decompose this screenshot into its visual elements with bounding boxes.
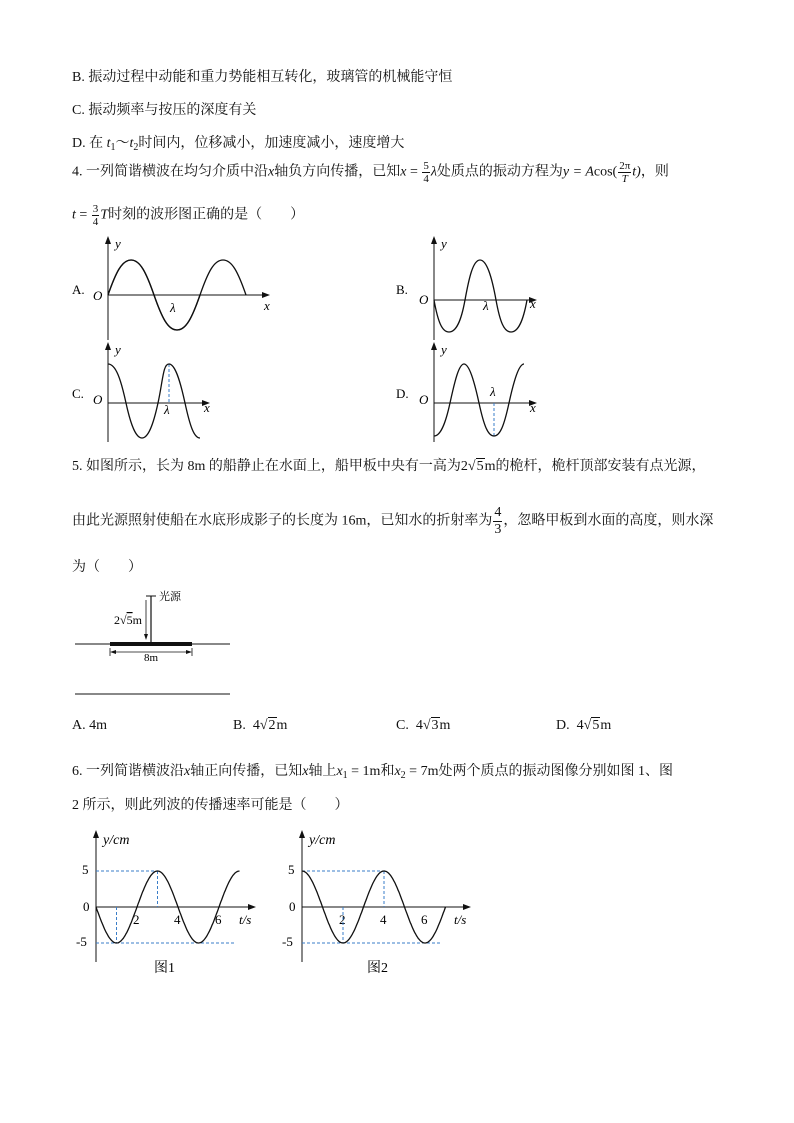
q5-height-label: 2√5m (114, 613, 142, 627)
q3-d-text: 时间内，位移减小，加速度减小，速度增大 (138, 136, 405, 151)
q4-b-curve (434, 260, 527, 332)
q6-f2-ylabel: y/cm (309, 833, 336, 848)
q4-c-x: x (204, 400, 210, 415)
q4-b-y: y (441, 236, 447, 251)
q4-d-lambda: λ (490, 384, 496, 399)
q4-d-curve (434, 364, 524, 436)
q4-a-x: x (264, 298, 270, 313)
q6-line1 (72, 760, 673, 781)
q3-option-d (72, 132, 404, 153)
q6-l1a: 6. 一列简谐横波沿 (72, 764, 184, 779)
q4-d-origin: O (419, 392, 429, 407)
g6-1-xtick-2: 2 (133, 912, 140, 927)
q4-c-y: y (115, 342, 121, 357)
q5-line1-rad: 5 (476, 459, 484, 474)
q4-graph-d (394, 340, 614, 445)
g6-1-xtick-6: 6 (215, 912, 222, 927)
q6-l1c: 轴上 (308, 764, 337, 779)
q5-line2-end: ，忽略甲板到水面的高度，则水深 (503, 513, 714, 529)
q4-graph-b-label: B. (396, 282, 408, 297)
q6-l1b: 轴正向传播，已知 (190, 764, 303, 779)
q6-x2: x (394, 764, 401, 779)
q4-eq-x: x (400, 164, 407, 180)
q4-c-curve (108, 364, 200, 438)
q4-eq-equals: = (406, 164, 422, 180)
q5-line2-text: 由此光源照射使船在水底形成影子的长度为 16m，已知水的折射率为 (72, 513, 493, 529)
q3-d-t1: t (106, 136, 111, 151)
q5-line1: 5. 如图所示，长为 8m 的船静止在水面上，船甲板中央有一高为2√5m的桅杆，桅杆顶部安装有点光源， (72, 459, 706, 474)
q5-option-a: A. 4m (72, 718, 107, 733)
q6-f1-tick-5: 5 (82, 862, 89, 877)
q5-length-label: 8m (144, 652, 159, 664)
q4-fraction-2: $\frac{2\pi}{T}$ (619, 160, 631, 185)
q4-graph-d-label: D. (396, 386, 409, 401)
q4-b-origin: O (419, 292, 429, 307)
q4-mid2: 处质点的振动方程为 (436, 164, 563, 180)
q6-l1x2: x (302, 764, 309, 779)
q6-f2-xlabel: t/s (454, 912, 467, 927)
q5-line1-coef: 2 (460, 459, 468, 474)
q5-line1-end: 的桅杆，桅杆顶部安装有点光源， (495, 459, 706, 474)
q3-d-t2-sub: 2 (133, 142, 139, 153)
q6-x1: x (336, 764, 343, 779)
q4-prefix: 4. 一列简谐横波在均匀介质中沿 (72, 164, 268, 180)
q6-f2-tick-0: 0 (289, 899, 296, 914)
q4-mid1: 轴负方向传播，已知 (274, 164, 401, 180)
g6-2-xtick-4: 4 (380, 912, 387, 927)
q6-x2-eq: = 7m (405, 764, 439, 779)
q5-line1-unit: m (484, 459, 496, 474)
q4-a-lambda: λ (170, 300, 176, 315)
q6-x1-sub: 1 (342, 770, 348, 781)
q4-line2-eq: = (75, 207, 91, 223)
q4-b-x: x (530, 296, 536, 311)
q6-figure-2 (276, 826, 476, 986)
q6-f1-xlabel: t/s (239, 912, 252, 927)
q6-f2-tick-m5: -5 (282, 934, 293, 949)
q3-option-b: B. 振动过程中动能和重力势能相互转化，玻璃管的机械能守恒 (72, 70, 453, 85)
q5-ship (110, 642, 192, 646)
q4-suffix: ，则 (640, 164, 669, 180)
q4-line2-t: t (72, 207, 76, 223)
q5-light-label: 光源 (159, 591, 181, 603)
q5-option-c: C. 4√3m (396, 718, 451, 733)
q6-l1x: x (184, 764, 191, 779)
q6-line2: 2 所示，则此列波的传播速率可能是（ ） (72, 798, 349, 813)
q6-l1d: 和 (380, 764, 395, 779)
g6-2-xtick-2: 2 (339, 912, 346, 927)
q4-graph-c-label: C. (72, 386, 84, 401)
q4-b-lambda: λ (483, 298, 489, 313)
q6-f2-tick-5: 5 (288, 862, 295, 877)
q6-l1e: 处两个质点的振动图像分别如图 1、图 (438, 764, 673, 779)
q4-graph-a-label: A. (72, 282, 85, 297)
q5-line1-text: 5. 如图所示，长为 8m 的船静止在水面上，船甲板中央有一高为 (72, 459, 461, 474)
q6-f1-tick-m5: -5 (76, 934, 87, 949)
q4-fraction: $\frac{5}{4}$ (423, 160, 429, 185)
q6-f1-tick-0: 0 (83, 899, 90, 914)
q4-line2-T: T (100, 207, 109, 223)
q5-option-b: B. 4√2m (233, 718, 288, 733)
q4-cos: cos( (593, 164, 618, 180)
q5-option-d: D. 4√5m (556, 718, 612, 733)
q4-c-origin: O (93, 392, 103, 407)
q4-a-origin: O (93, 288, 103, 303)
q4-graph-a (60, 232, 280, 342)
q5-line3: 为（ ） (72, 560, 142, 575)
q4-line1 (72, 160, 669, 185)
q3-d-prefix: D. 在 (72, 136, 104, 151)
q4-c-lambda: λ (164, 402, 170, 417)
q5-fraction: $\frac{4}{3}$ (494, 505, 502, 537)
q4-x: x (268, 164, 275, 180)
q4-lambda: λ (430, 164, 437, 180)
q3-d-t2: t (129, 136, 134, 151)
q3-d-tilde: ～ (115, 136, 130, 151)
q6-x2-sub: 2 (400, 770, 406, 781)
q4-d-x: x (530, 400, 536, 415)
q4-graph-b (394, 232, 614, 342)
q6-figure-1 (76, 826, 256, 986)
g6-1-xtick-4: 4 (174, 912, 181, 927)
q6-f2-caption: 图2 (367, 961, 388, 976)
q4-line2-text: 时刻的波形图正确的是（ ） (108, 207, 305, 223)
q4-line2 (72, 203, 304, 228)
q4-d-y: y (441, 342, 447, 357)
q4-line2-fraction: $\frac{3}{4}$ (92, 203, 99, 228)
q3-d-t1-sub: 1 (110, 142, 116, 153)
q4-a-y: y (115, 236, 121, 251)
q4-graph-c (60, 340, 280, 445)
q4-t-close: t) (632, 164, 641, 180)
q6-x1-eq: = 1m (347, 764, 381, 779)
q6-f1-caption: 图1 (154, 961, 175, 976)
q5-figure (70, 588, 240, 700)
q6-f1-ylabel: y/cm (103, 833, 130, 848)
g6-2-xtick-6: 6 (421, 912, 428, 927)
q5-line2 (72, 505, 713, 538)
q3-option-c: C. 振动频率与按压的深度有关 (72, 103, 257, 118)
q4-eq2: y = A (562, 164, 594, 180)
